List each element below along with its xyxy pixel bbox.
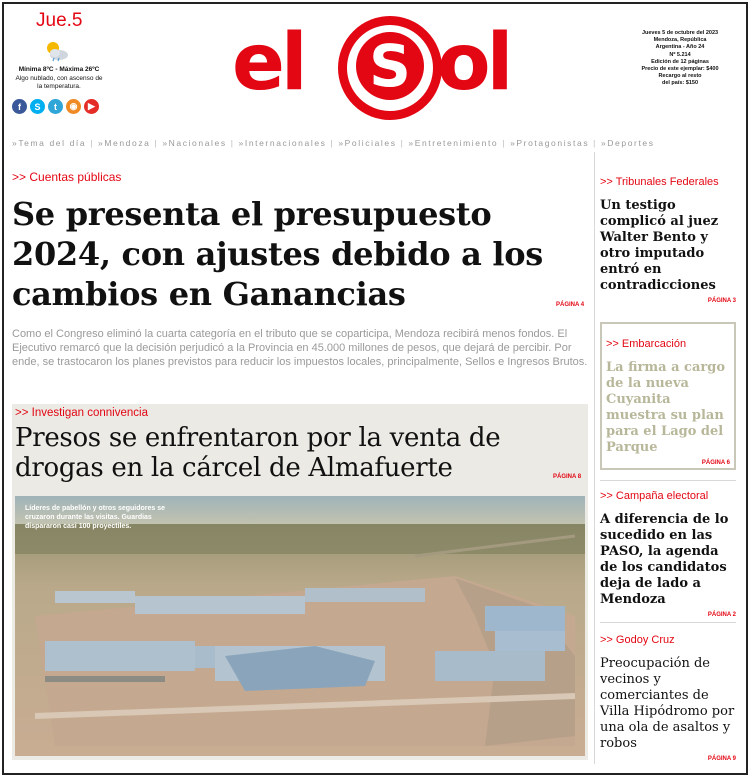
sidebar-story-2[interactable] bbox=[600, 322, 736, 470]
weather-description: Algo nublado, con ascenso de la temperatura. bbox=[15, 75, 103, 90]
sidebar-kicker: >> Godoy Cruz bbox=[600, 634, 675, 646]
main-story-headline[interactable]: Se presenta el presupuesto 2024, con ajustes debido a los cambios en Ganancias bbox=[12, 195, 543, 313]
sidebar-page-ref: PÁGINA 3 bbox=[707, 298, 736, 304]
photo-caption: Líderes de pabellón y otros seguidores se cruzaron durante las visitas. Guardias dispararon casi 100 proyectiles. bbox=[25, 505, 166, 530]
nav-item[interactable]: »Tema del día bbox=[12, 138, 87, 148]
edition-line: Argentina - Año 24 bbox=[655, 44, 705, 51]
sidebar-kicker: >> Campaña electoral bbox=[600, 490, 709, 502]
nav-separator: | bbox=[230, 138, 235, 148]
sidebar-headline[interactable]: Preocupación de vecinos y comerciantes de Villa Hipódromo por una ola de asaltos y robos bbox=[600, 656, 735, 751]
main-story-summary: Como el Congreso eliminó la cuarta categoría en el tributo que se coparticipa, Mendoza recibirá menos fondos. El Ejecutivo remarcó que la decisión perjudicó a la Provincia en 45.000 millones de pesos, que dejará de percibir. Por ende, se trastocaron los planes previstos para reducir los impuestos locales, principalmente, Sellos e Ingresos Brutos. bbox=[12, 328, 588, 368]
nav-item[interactable]: »Nacionales bbox=[162, 138, 227, 148]
skype-icon[interactable]: S bbox=[30, 99, 45, 114]
edition-line: Jueves 5 de octubre del 2023 bbox=[641, 30, 719, 36]
sidebar-divider bbox=[600, 480, 736, 481]
nav-separator: | bbox=[593, 138, 597, 148]
edition-line: Edición de 12 páginas bbox=[651, 58, 709, 65]
date-day: Jue.5 bbox=[36, 10, 83, 31]
nav-item[interactable]: »Internacionales bbox=[238, 138, 327, 148]
sidebar-kicker: >> Tribunales Federales bbox=[600, 176, 719, 188]
partly-cloudy-icon bbox=[44, 40, 70, 62]
second-story-page-ref: PÁGINA 8 bbox=[553, 474, 582, 480]
nav-separator: | bbox=[154, 138, 159, 148]
nav-separator: | bbox=[90, 138, 95, 148]
sidebar-divider bbox=[600, 622, 736, 623]
facebook-icon[interactable]: f bbox=[12, 99, 27, 114]
sidebar-headline[interactable]: La firma a cargo de la nueva Cuyanita muestra su plan para el Lago del Parque bbox=[606, 360, 725, 455]
edition-line: Mendoza, República bbox=[653, 37, 707, 44]
edition-line: Precio de este ejemplar: $400 bbox=[641, 66, 719, 73]
sidebar-story-1[interactable] bbox=[600, 176, 736, 304]
sidebar-story-3[interactable] bbox=[600, 490, 736, 618]
twitter-icon[interactable]: t bbox=[48, 99, 63, 114]
sidebar-story-4[interactable] bbox=[600, 634, 736, 762]
nav-separator: | bbox=[502, 138, 507, 148]
logo-text-right: ol bbox=[437, 18, 510, 108]
newspaper-logo[interactable] bbox=[232, 14, 524, 132]
sidebar-page-ref: PÁGINA 9 bbox=[707, 756, 736, 762]
section-nav bbox=[12, 138, 738, 148]
second-story-kicker: >> Investigan connivencia bbox=[15, 407, 148, 419]
column-divider bbox=[594, 152, 595, 764]
logo-s-mark: S bbox=[356, 32, 424, 100]
edition-line: del país: $150 bbox=[661, 80, 699, 87]
edition-info bbox=[630, 30, 730, 88]
sidebar-headline[interactable]: A diferencia de lo sucedido en las PASO, la agenda de los candidatos deja de lado a Mendoza bbox=[600, 512, 729, 607]
nav-item[interactable]: »Entretenimiento bbox=[408, 138, 499, 148]
rss-icon[interactable]: ◉ bbox=[66, 99, 81, 114]
nav-item[interactable]: »Deportes bbox=[600, 138, 655, 148]
edition-line: Recargo al resto bbox=[658, 73, 702, 80]
social-links bbox=[12, 99, 99, 114]
nav-separator: | bbox=[400, 138, 405, 148]
nav-item[interactable]: »Mendoza bbox=[98, 138, 151, 148]
prison-aerial-photo bbox=[15, 496, 585, 756]
weather-temps: Mínima 8ºC - Máxima 26ºC bbox=[18, 66, 100, 73]
sidebar-kicker: >> Embarcación bbox=[606, 338, 687, 350]
logo-text-left: el bbox=[232, 18, 304, 108]
sidebar-headline[interactable]: Un testigo complicó al juez Walter Bento y otro imputado entró en contradicciones bbox=[600, 198, 719, 293]
nav-item[interactable]: »Policiales bbox=[338, 138, 397, 148]
main-story-page-ref: PÁGINA 4 bbox=[556, 302, 585, 308]
second-story-headline[interactable]: Presos se enfrentaron por la venta de drogas en la cárcel de Almafuerte bbox=[15, 423, 501, 483]
edition-line: Nº 5.214 bbox=[669, 51, 691, 58]
nav-separator: | bbox=[330, 138, 335, 148]
prison-aerial-image bbox=[15, 496, 585, 756]
sidebar-page-ref: PÁGINA 2 bbox=[707, 612, 736, 618]
nav-item[interactable]: »Protagonistas bbox=[510, 138, 590, 148]
second-story bbox=[12, 404, 588, 760]
youtube-icon[interactable]: ▶ bbox=[84, 99, 99, 114]
main-story-kicker: >> Cuentas públicas bbox=[12, 170, 122, 184]
sidebar-page-ref: PÁGINA 6 bbox=[701, 460, 730, 466]
